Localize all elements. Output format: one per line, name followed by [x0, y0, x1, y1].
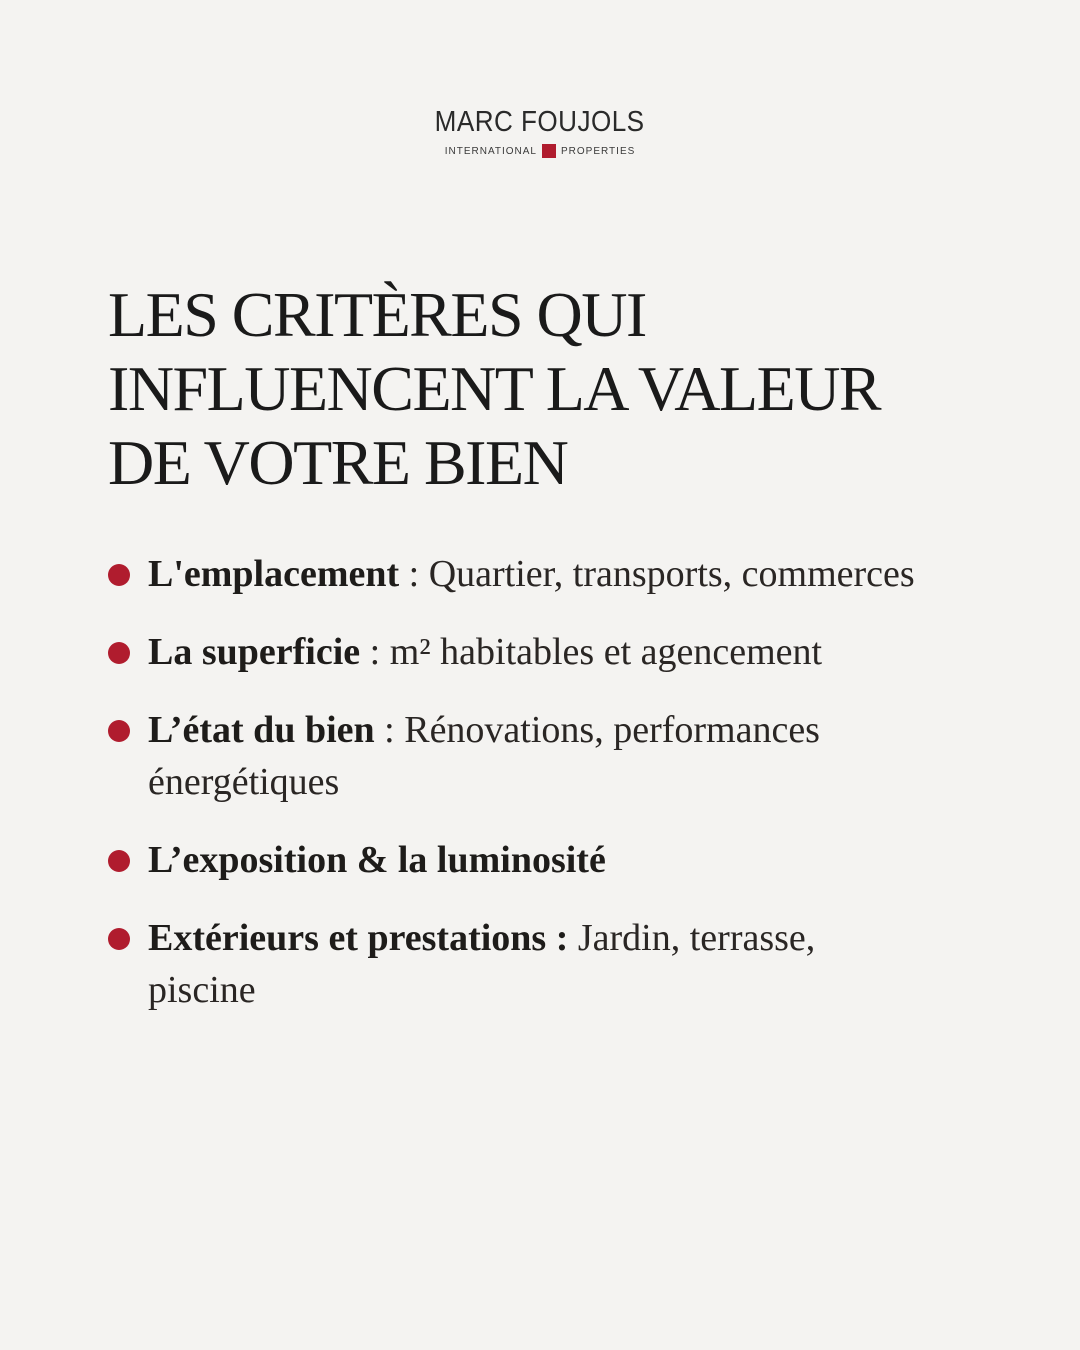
criteria-label: L’état du bien: [148, 709, 375, 751]
criteria-list: [108, 548, 928, 1042]
title-line: INFLUENCENT LA VALEUR: [108, 353, 881, 424]
page-title: [108, 278, 1008, 500]
title-line: DE VOTRE BIEN: [108, 427, 568, 498]
criteria-label: La superficie: [148, 631, 361, 673]
criteria-detail: Quartier, transports, commerces: [428, 553, 915, 595]
brand-logo: [0, 104, 1080, 158]
criteria-item: [108, 912, 928, 1016]
criteria-label: Extérieurs et prestations :: [148, 917, 569, 959]
brand-tagline: [0, 144, 1080, 158]
bullet-icon: [108, 850, 130, 872]
bullet-icon: [108, 928, 130, 950]
bullet-icon: [108, 720, 130, 742]
criteria-detail: Rénovations, performances énergétiques: [148, 709, 820, 803]
criteria-item: [108, 704, 928, 808]
criteria-detail: Jardin, terrasse, piscine: [148, 917, 816, 1011]
criteria-item: [108, 548, 928, 600]
bullet-icon: [108, 564, 130, 586]
criteria-separator: :: [360, 631, 390, 673]
criteria-label: L’exposition & la luminosité: [148, 839, 606, 881]
bullet-icon: [108, 642, 130, 664]
criteria-separator: :: [374, 709, 405, 751]
criteria-item: [108, 626, 928, 678]
criteria-separator: [568, 917, 578, 959]
brand-name: MARC FOUJOLS: [435, 106, 645, 138]
criteria-separator: :: [399, 553, 429, 595]
brand-tagline-right: PROPERTIES: [561, 145, 636, 157]
title-line: LES CRITÈRES QUI: [108, 279, 646, 350]
brand-square-icon: [542, 144, 556, 158]
criteria-item: [108, 834, 928, 886]
criteria-detail: m² habitables et agencement: [389, 631, 823, 673]
criteria-label: L'emplacement: [148, 553, 400, 595]
brand-tagline-left: INTERNATIONAL: [444, 145, 537, 157]
